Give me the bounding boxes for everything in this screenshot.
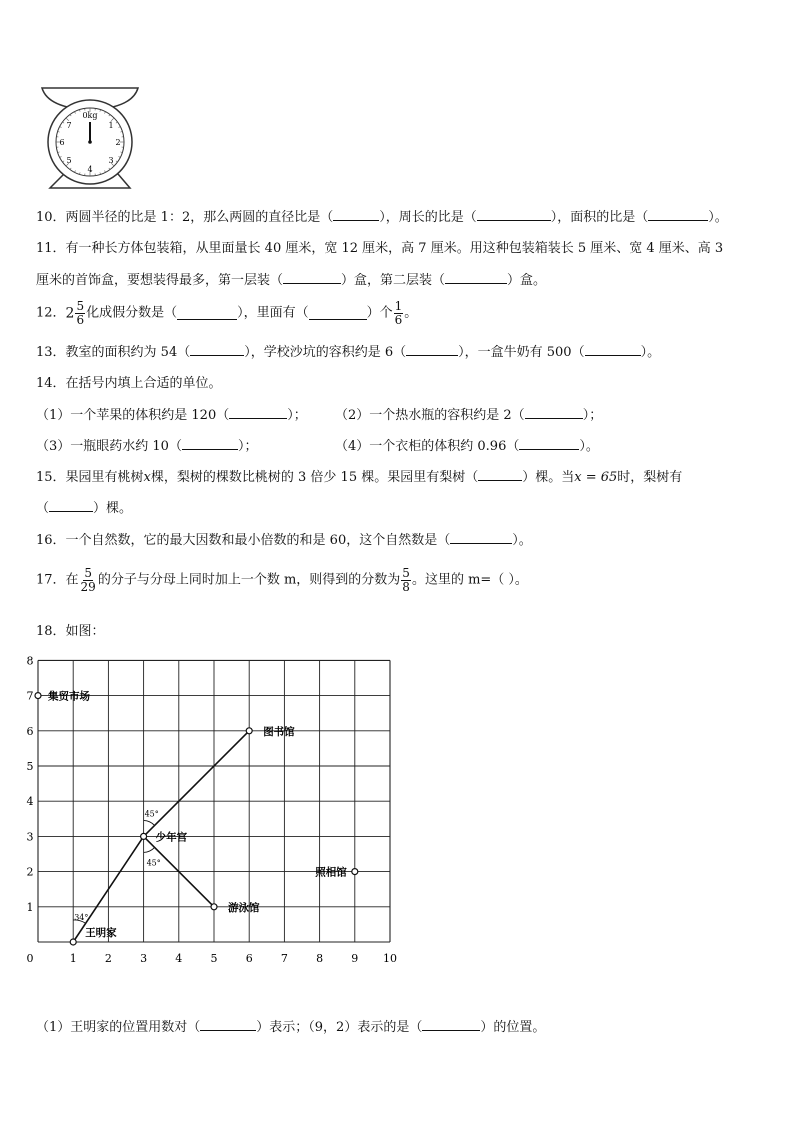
scale-number-5: 5 (66, 156, 72, 165)
y-tick-label: 8 (26, 654, 34, 668)
question-14-part-4: （4）一个衣柜的体积约 0.96（ ）。 (335, 439, 599, 454)
q12-fraction: $\frac{5}{6}$ (76, 299, 85, 327)
y-tick-label: 7 (26, 689, 34, 703)
scale-number-1: 1 (108, 121, 114, 130)
scale-number-4: 4 (87, 165, 93, 174)
y-tick-label: 4 (26, 795, 34, 809)
q14-blank-4[interactable] (519, 437, 579, 450)
question-14-part-3: （3）一瓶眼药水约 10（ ）； (36, 439, 258, 454)
q11-blank-2[interactable] (445, 271, 507, 284)
place-point (352, 869, 358, 875)
x-tick-label: 7 (280, 952, 288, 965)
y-axis-ticks (27, 654, 34, 913)
question-15-line-2: （ ）棵。 (36, 501, 133, 516)
place-label: 集贸市场 (48, 690, 90, 703)
x-tick-label: 0 (26, 952, 34, 965)
scale-number-2: 2 (115, 138, 121, 147)
q14-blank-3[interactable] (182, 437, 238, 450)
place-point (70, 939, 76, 945)
place-label: 少年宫 (155, 831, 188, 844)
x-tick-label: 10 (383, 952, 397, 965)
q15-blank-1[interactable] (478, 468, 522, 481)
q14-blank-2[interactable] (525, 406, 583, 419)
angle-arc-45-bottom (144, 847, 155, 852)
q14-blank-1[interactable] (229, 406, 287, 419)
q17-fraction-1: $\frac{5}{29}$ (80, 566, 96, 594)
question-10: 10．两圆半径的比是 1：2，那么两圆的直径比是（ ），周长的比是（ ），面积的比是（ ）。 (36, 210, 728, 225)
x-tick-label: 2 (104, 952, 112, 965)
y-tick-label: 2 (26, 865, 34, 879)
place-label: 游泳馆 (228, 901, 260, 914)
scale-pivot (88, 140, 92, 144)
coordinate-grid-map (26, 652, 430, 974)
y-tick-label: 1 (26, 900, 34, 914)
q18-blank-1[interactable] (200, 1018, 256, 1031)
y-tick-label: 6 (26, 724, 34, 738)
q18-blank-2[interactable] (422, 1018, 480, 1031)
q11-blank-1[interactable] (283, 271, 341, 284)
angle-label-45-bottom: 45° (146, 858, 161, 868)
q15-condition: x = 65 (574, 470, 618, 485)
scale-number-6: 6 (59, 138, 65, 147)
q16-blank[interactable] (450, 531, 512, 544)
question-11-line-2: 厘米的首饰盒，要想装得最多，第一层装（ ）盒，第二层装（ ）盒。 (36, 273, 547, 288)
q10-blank-1[interactable] (333, 208, 379, 221)
x-tick-label: 4 (175, 952, 183, 965)
q13-blank-3[interactable] (585, 343, 641, 356)
y-tick-label: 3 (26, 830, 34, 844)
x-axis-ticks (27, 952, 398, 965)
question-14-part-1: （1）一个苹果的体积约是 120（ ）； (36, 408, 307, 423)
question-18-part-1: （1）王明家的位置用数对（ ）表示；（9，2）表示的是（ ）的位置。 (36, 1020, 546, 1035)
q12-unit-fraction: $\frac{1}{6}$ (394, 299, 403, 327)
place-point (141, 833, 147, 839)
scale-dial-label: 0kg (82, 111, 98, 120)
question-14-title: 14．在括号内填上合适的单位。 (36, 376, 222, 391)
grid-lines (38, 660, 390, 942)
angle-label-34: 34° (74, 913, 89, 922)
angle-arc-45-top (144, 820, 155, 825)
place-label: 照相馆 (315, 866, 347, 879)
q17-fraction-2: $\frac{5}{8}$ (402, 566, 410, 594)
question-17: 17．在 $\frac{5}{29}$ 的分子与分母上同时加上一个数 m，则得到的分数为 $\frac{5}{8}$ 。这里的 m=（ ）。 (36, 566, 528, 594)
q12-blank-2[interactable] (309, 307, 367, 320)
place-label: 图书馆 (263, 725, 295, 738)
question-11-line-1: 11．有一种长方体包装箱，从里面量长 40 厘米，宽 12 厘米，高 7 厘米。用这种包装箱装长 5 厘米、宽 4 厘米、高 3 (36, 241, 724, 256)
q15-blank-2[interactable] (49, 499, 93, 512)
q10-blank-2[interactable] (477, 208, 551, 221)
x-tick-label: 8 (316, 952, 324, 965)
q10-blank-3[interactable] (648, 208, 708, 221)
scale-number-3: 3 (108, 156, 114, 165)
q12-blank-1[interactable] (177, 307, 237, 320)
question-15-line-1: 15．果园里有桃树x棵，梨树的棵数比桃树的 3 倍少 15 棵。果园里有梨树（ ）棵。当x = 65时，梨树有 (36, 470, 683, 485)
place-point (211, 904, 217, 910)
place-label: 王明家 (85, 927, 117, 939)
question-18-title: 18．如图： (36, 624, 105, 639)
angle-label-45-top: 45° (144, 809, 159, 819)
question-14-part-2: （2）一个热水瓶的容积约是 2（ ）； (335, 408, 603, 423)
q13-blank-1[interactable] (190, 343, 244, 356)
x-tick-label: 6 (245, 952, 253, 965)
x-tick-label: 9 (351, 952, 359, 965)
place-point (246, 728, 252, 734)
y-tick-label: 5 (26, 760, 34, 773)
x-tick-label: 1 (69, 952, 77, 965)
route-segment (144, 731, 250, 837)
scale-illustration (36, 82, 146, 194)
question-12: 12．2 $\frac{5}{6}$ 化成假分数是（ ），里面有（ ）个 $\frac{1}{6}$ 。 (36, 299, 418, 327)
question-13: 13．教室的面积约为 54（ ），学校沙坑的容积约是 6（ ），一盒牛奶有 500（ ）。 (36, 345, 661, 360)
q12-whole: 2 (65, 305, 75, 322)
q15-variable: x (143, 470, 151, 485)
x-tick-label: 3 (140, 952, 148, 965)
q13-blank-2[interactable] (406, 343, 458, 356)
scale-number-7: 7 (66, 121, 72, 130)
x-tick-label: 5 (210, 952, 218, 965)
angle-marks (73, 809, 161, 923)
question-16: 16．一个自然数，它的最大因数和最小倍数的和是 60，这个自然数是（ ）。 (36, 533, 532, 548)
place-point (35, 693, 41, 699)
